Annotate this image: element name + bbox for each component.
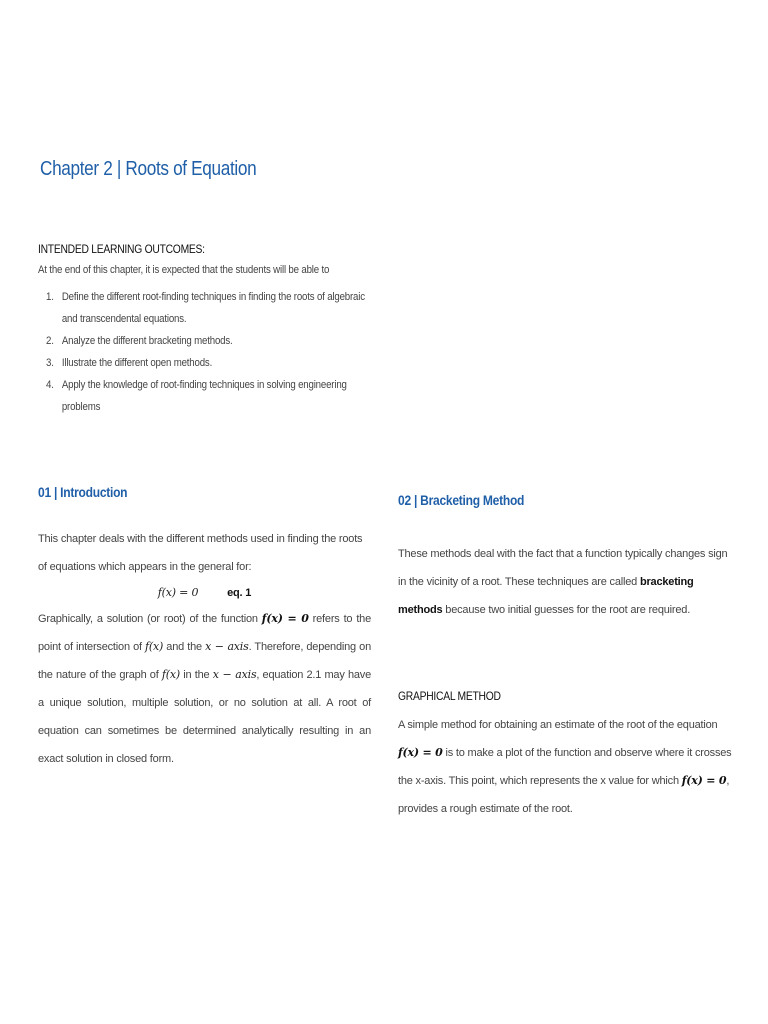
chapter-title: Chapter 2 | Roots of Equation (40, 158, 257, 180)
math-x-axis: x − axis (212, 668, 257, 681)
math-fx: f(x) (161, 668, 180, 681)
equation-text: f(x) = 0 (157, 586, 199, 599)
ilo-item (46, 352, 380, 374)
equation-label: eq. 1 (227, 587, 252, 599)
math-fx: f(x) (145, 640, 164, 653)
ilo-item (46, 330, 380, 352)
ilo-heading: INTENDED LEARNING OUTCOMES: (38, 242, 205, 256)
text-run: , provides a rough estimate of the root. (398, 775, 730, 815)
bracketing-paragraph (398, 540, 732, 624)
math-fx-zero: f(x) = 0 (261, 612, 309, 625)
graphical-paragraph (38, 605, 371, 773)
ilo-item-text: Analyze the different bracketing methods. (61, 335, 233, 347)
graphical-method-body (398, 711, 732, 823)
math-fx-zero: f(x) = 0 (681, 774, 727, 787)
text-run: because two initial guesses for the root are required. (442, 604, 691, 616)
text-run: is to make a plot of the function and observe where it crosses the x-axis. This point, which represents the x value for which (398, 747, 732, 787)
text-run: refers to the point of intersection of (38, 613, 372, 653)
text-run: in the (179, 669, 213, 681)
ilo-item (46, 374, 380, 418)
ilo-item-number: 1. (46, 291, 54, 303)
text-run: . Therefore, depending on the nature of the graph of (38, 641, 371, 681)
introduction-heading: 01 | Introduction (38, 484, 128, 500)
bracketing-method-heading: 02 | Bracketing Method (398, 492, 525, 508)
text-run: Graphically, a solution (or root) of the function (38, 613, 262, 625)
ilo-item-number: 4. (46, 379, 54, 391)
text-run: and the (163, 641, 206, 653)
text-run: These methods deal with the fact that a function typically changes sign in the vicinity of a root. These techniques are called (398, 548, 728, 588)
graphical-method-paragraph (398, 711, 732, 823)
ilo-intro: At the end of this chapter, it is expected that the students will be able to (38, 264, 330, 276)
math-fx-zero: f(x) = 0 (398, 746, 443, 759)
text-run: A simple method for obtaining an estimate of the root of the equation (398, 719, 718, 731)
ilo-item (46, 286, 380, 330)
math-x-axis: x − axis (205, 640, 249, 653)
equation-1 (38, 581, 371, 605)
ilo-item-number: 3. (46, 357, 54, 369)
ilo-item-text: Illustrate the different open methods. (61, 357, 213, 369)
introduction-paragraph: This chapter deals with the different methods used in finding the roots of equations which appears in the general for: (38, 533, 363, 573)
bracketing-body (398, 540, 732, 624)
ilo-item-text: Define the different root-finding techniques in finding the roots of algebraic and transcendental equations. (61, 291, 365, 325)
text-run: , equation 2.1 may have a unique solution, multiple solution, or no solution at all. A root of equation can sometimes be determined analytically resulting in an exact solution in closed form. (38, 669, 372, 765)
introduction-body (38, 525, 371, 773)
bracketing-methods-term: bracketing methods (398, 576, 694, 616)
ilo-item-text: Apply the knowledge of root-finding techniques in solving engineering problems (61, 379, 347, 413)
graphical-method-heading: GRAPHICAL METHOD (398, 689, 501, 703)
ilo-item-number: 2. (46, 335, 54, 347)
ilo-list (46, 286, 380, 418)
